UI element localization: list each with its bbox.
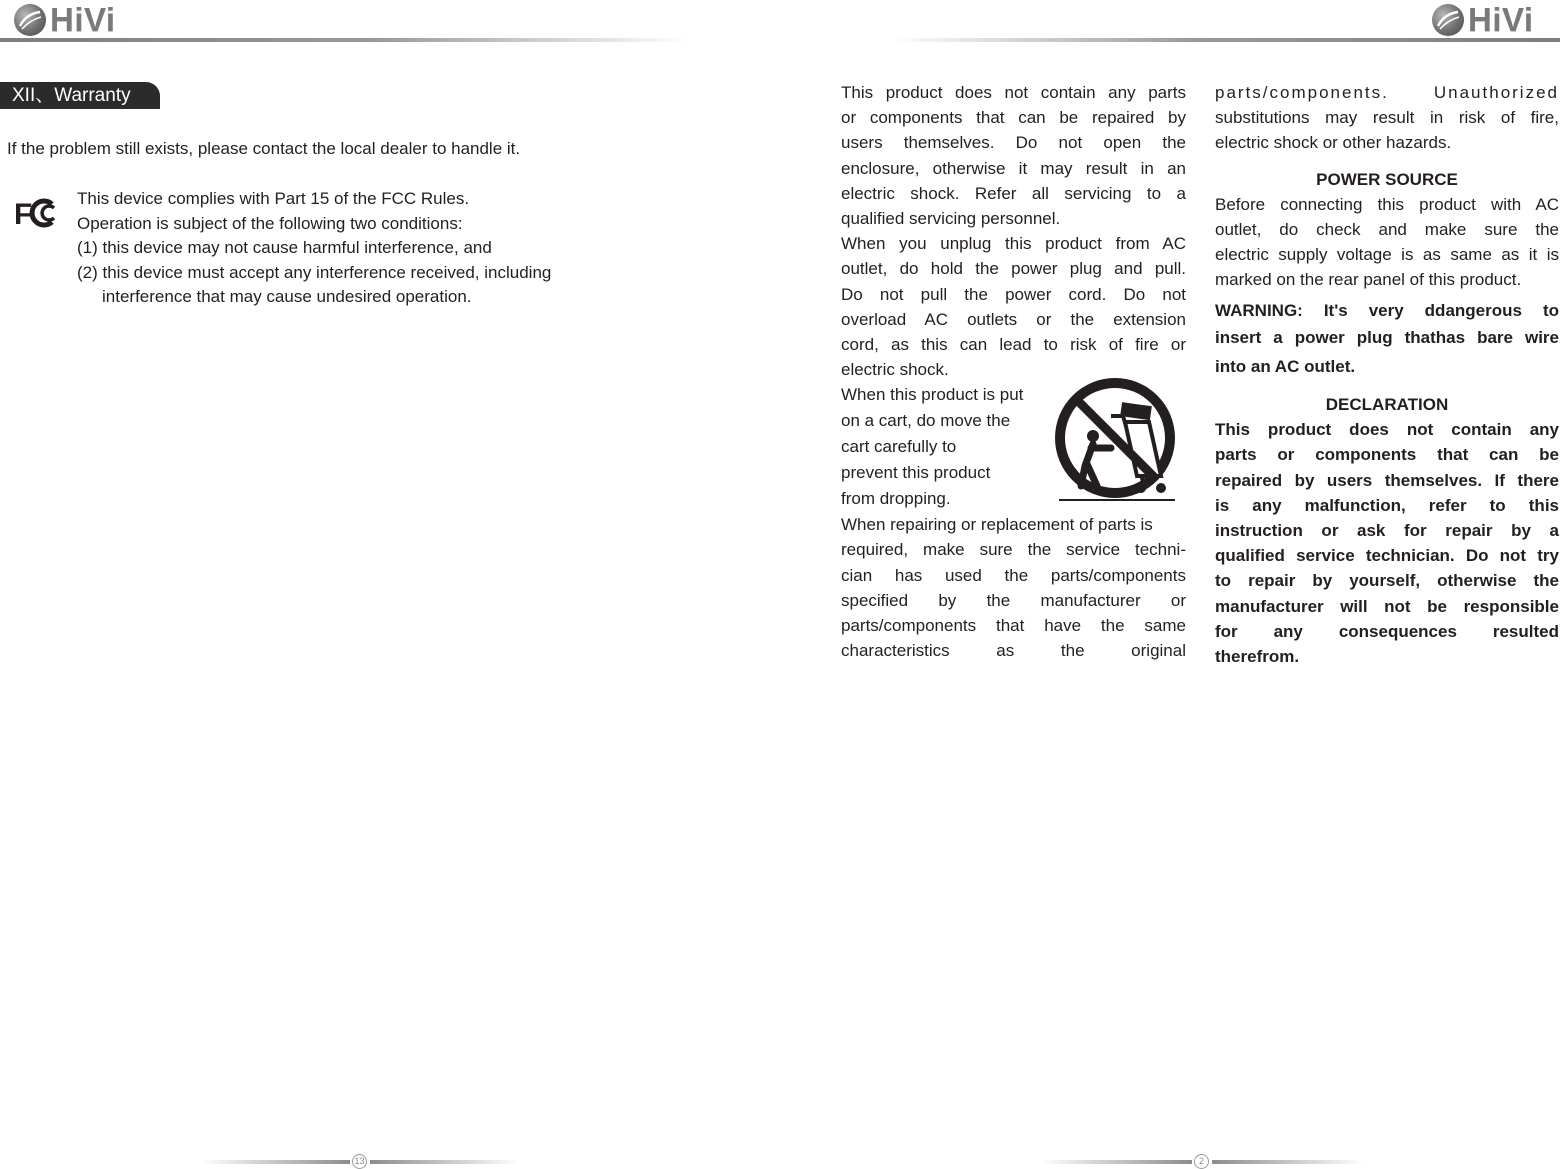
text-line: cart carefully to xyxy=(841,437,957,457)
text-line: substitutions may result in risk of fire, xyxy=(1215,108,1559,128)
header-rule-left xyxy=(0,38,690,42)
text-line: cian has used the parts/components xyxy=(841,565,1186,585)
text-line: When you unplug this product from AC xyxy=(841,234,1186,254)
declaration-line: for any consequences resulted xyxy=(1215,621,1559,641)
hivi-emblem-icon xyxy=(1432,4,1464,36)
brand-name: HiVi xyxy=(50,1,116,38)
declaration-line: therefrom. xyxy=(1215,646,1300,666)
text-line: overload AC outlets or the extension xyxy=(841,309,1186,329)
text-line: prevent this product xyxy=(841,463,991,483)
brand-logo-right xyxy=(1432,2,1534,38)
declaration-line: to repair by yourself, otherwise the xyxy=(1215,571,1559,591)
declaration-line: instruction or ask for repair by a xyxy=(1215,521,1559,540)
text-line: electric supply voltage is as same as it is xyxy=(1215,245,1559,265)
right-column-1 xyxy=(841,80,1186,663)
heading-power-source: POWER SOURCE xyxy=(1316,169,1458,189)
text-line: marked on the rear panel of this product. xyxy=(1215,270,1522,290)
fcc-statement xyxy=(77,187,551,310)
text-line: from dropping. xyxy=(841,489,951,509)
brand-name: HiVi xyxy=(1468,1,1534,38)
text-line: This product does not contain any parts xyxy=(841,83,1186,102)
text-line: qualified servicing personnel. xyxy=(841,208,1061,228)
hivi-emblem-icon xyxy=(14,4,46,36)
text-line: outlet, do hold the power plug and pull. xyxy=(841,259,1186,279)
cart-warning-icon xyxy=(1045,376,1175,504)
warning-line: insert a power plug thathas bare wire xyxy=(1215,327,1559,347)
text-line: electric shock or other hazards. xyxy=(1215,133,1452,153)
page-number-right: 2 xyxy=(1194,1154,1209,1169)
footer-rule-left xyxy=(370,1160,520,1164)
brand-logo-left xyxy=(14,2,116,38)
declaration-line: repaired by users themselves. If there xyxy=(1215,470,1559,490)
warranty-intro: If the problem still exists, please contact the local dealer to handle it. xyxy=(7,139,521,158)
footer-rule-right xyxy=(1040,1160,1192,1164)
fcc-line: (1) this device may not cause harmful interference, and xyxy=(77,238,492,257)
text-line: electric shock. Refer all servicing to a xyxy=(841,183,1186,203)
warning-line: into an AC outlet. xyxy=(1215,356,1356,376)
text-line: required, make sure the service techni- xyxy=(841,540,1186,560)
text-line: enclosure, otherwise it may result in an xyxy=(841,158,1186,178)
header-rule-right xyxy=(890,38,1560,42)
text-line: users themselves. Do not open the xyxy=(841,133,1186,153)
text-line: When this product is put xyxy=(841,385,1024,405)
declaration-line: This product does not contain any xyxy=(1215,420,1559,440)
section-tab-warranty: XII、Warranty xyxy=(0,82,160,109)
text-line: When repairing or replacement of parts is xyxy=(841,515,1153,535)
declaration-line: manufacturer will not be responsible xyxy=(1215,596,1559,616)
text-line: on a cart, do move the xyxy=(841,411,1011,431)
declaration-line: parts or components that can be xyxy=(1215,445,1559,465)
text-line: specified by the manufacturer or xyxy=(841,590,1186,610)
page-number-left: 13 xyxy=(352,1154,367,1169)
fcc-line: (2) this device must accept any interference received, including xyxy=(77,262,552,282)
text-line: Before connecting this product with AC xyxy=(1215,194,1559,214)
declaration-line: is any malfunction, refer to this xyxy=(1215,495,1559,515)
fcc-line: Operation is subject of the following two conditions: xyxy=(77,213,463,233)
heading-declaration: DECLARATION xyxy=(1325,395,1449,415)
declaration-line: qualified service technician. Do not try xyxy=(1215,546,1559,566)
text-line: parts/components that have the same xyxy=(841,616,1186,635)
fcc-logo-icon xyxy=(14,196,58,228)
text-line: Do not pull the power cord. Do not xyxy=(841,284,1186,304)
warning-line: WARNING: It's very ddangerous to xyxy=(1215,300,1559,320)
text-line: cord, as this can lead to risk of fire or xyxy=(841,334,1186,354)
text-line: electric shock. xyxy=(841,360,949,380)
right-column-2 xyxy=(1215,80,1559,669)
text-line: outlet, do check and make sure the xyxy=(1215,219,1559,239)
fcc-line: This device complies with Part 15 of the FCC Rules. xyxy=(77,189,470,208)
fcc-line: interference that may cause undesired operation. xyxy=(102,287,472,306)
footer-rule-left xyxy=(200,1160,350,1164)
text-line: characteristics as the original xyxy=(841,641,1186,661)
text-line: parts/components. Unauthorized xyxy=(1215,83,1559,102)
footer-rule-right xyxy=(1212,1160,1364,1164)
text-line: or components that can be repaired by xyxy=(841,108,1186,128)
svg-text:F: F xyxy=(14,198,33,228)
